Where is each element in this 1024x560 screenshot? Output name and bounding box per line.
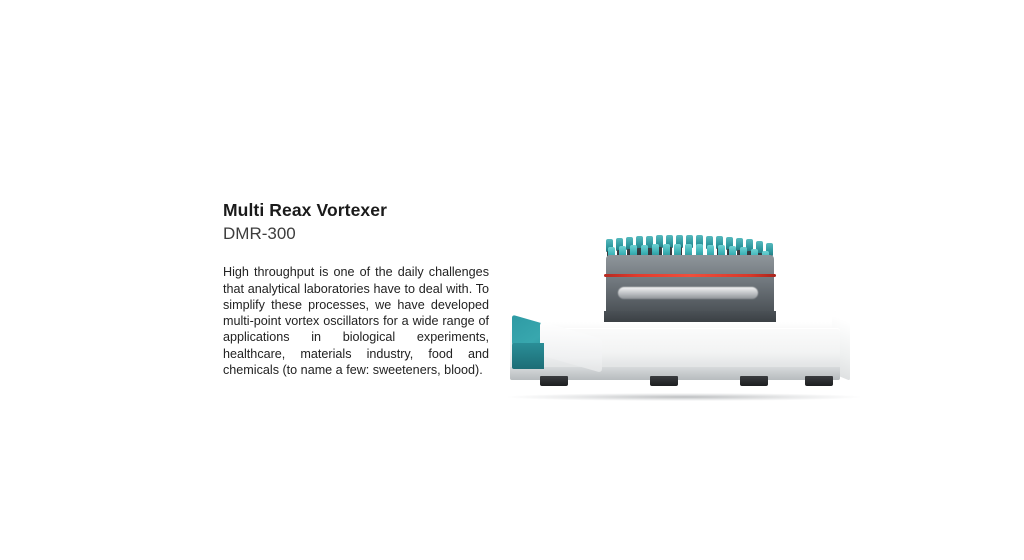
product-model: DMR-300 — [223, 224, 296, 243]
product-photo — [500, 215, 900, 415]
instrument-foot — [805, 376, 833, 386]
product-title: Multi Reax Vortexer — [223, 200, 387, 220]
product-info-block — [223, 200, 489, 378]
product-description: High throughput is one of the daily challenges that analytical laboratories have to deal with. To simplify these processes, we have developed multi-point vortex oscillators for a wide range of applications in biological experiments, healthcare, materials industry, food and chemicals (to name a few: sweeteners, blood). — [223, 265, 489, 378]
indicator-stripe — [604, 274, 776, 277]
drop-shadow — [508, 393, 860, 401]
instrument-foot — [740, 376, 768, 386]
head-highlight — [618, 287, 758, 299]
instrument-foot — [540, 376, 568, 386]
control-panel-face — [512, 343, 544, 369]
instrument-foot — [650, 376, 678, 386]
